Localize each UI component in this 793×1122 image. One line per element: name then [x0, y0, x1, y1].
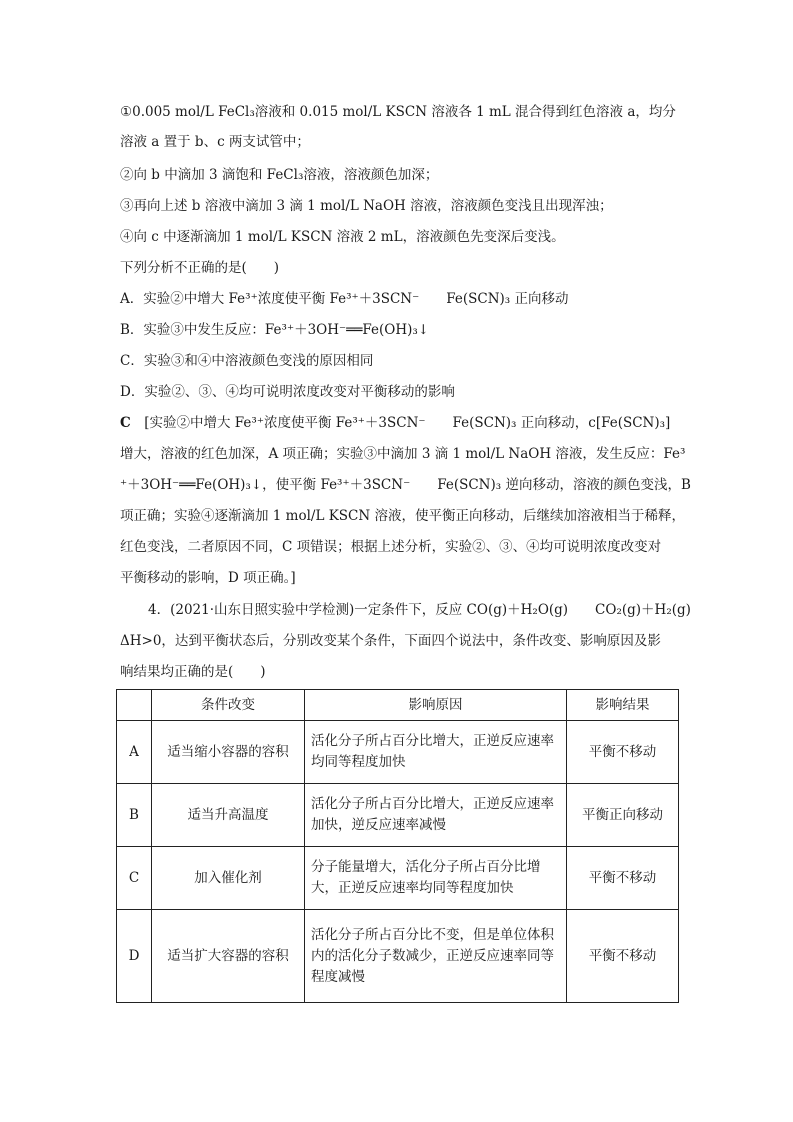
- option-d: D．实验②、③、④均可说明浓度改变对平衡移动的影响: [120, 384, 455, 400]
- table-row: [117, 721, 679, 784]
- row-option: A: [117, 721, 152, 784]
- table-row: [117, 784, 679, 847]
- question4-line-3: 响结果均正确的是( ): [120, 664, 266, 680]
- table-header-row: [117, 690, 679, 721]
- option-c: C．实验③和④中溶液颜色变浅的原因相同: [120, 353, 374, 369]
- option-b: B．实验③中发生反应：Fe³⁺＋3OH⁻══Fe(OH)₃↓: [120, 322, 430, 338]
- header-cause: 影响原因: [305, 690, 567, 721]
- row-cause: [305, 721, 567, 784]
- row-result: 平衡不移动: [567, 847, 679, 910]
- option-a: A．实验②中增大 Fe³⁺浓度使平衡 Fe³⁺＋3SCN⁻ Fe(SCN)₃ 正向移动: [120, 291, 569, 307]
- cause-line: 分子能量增大，活化分子所占百分比增: [311, 859, 541, 875]
- experiment-step-1: ①0.005 mol/L FeCl₃溶液和 0.015 mol/L KSCN 溶液各 1 mL 混合得到红色溶液 a，均分: [120, 104, 676, 120]
- row-cause: [305, 847, 567, 910]
- table-row: [117, 847, 679, 910]
- row-condition: 加入催化剂: [152, 847, 305, 910]
- question-stem: 下列分析不正确的是( ): [120, 260, 280, 276]
- answer-letter: C: [120, 415, 131, 431]
- cause-line: 活化分子所占百分比增大，正逆反应速率: [311, 796, 554, 812]
- cause-line: 大，正逆反应速率均同等程度加快: [311, 880, 514, 896]
- answer-line-2: 增大，溶液的红色加深，A 项正确；实验③中滴加 3 滴 1 mol/L NaOH 溶液，发生反应：Fe³: [120, 446, 686, 462]
- row-cause: [305, 910, 567, 1003]
- cause-line: 加快，逆反应速率减慢: [311, 817, 446, 833]
- cause-line: 均同等程度加快: [311, 754, 406, 770]
- row-result: 平衡不移动: [567, 721, 679, 784]
- experiment-step-4: ④向 c 中逐渐滴加 1 mol/L KSCN 溶液 2 mL，溶液颜色先变深后变浅。: [120, 229, 565, 245]
- cause-line: 内的活化分子数减少，正逆反应速率同等: [311, 947, 554, 964]
- conditions-table: [116, 689, 679, 1003]
- question4-line-2: ΔH>0，达到平衡状态后，分别改变某个条件，下面四个说法中，条件改变、影响原因及影: [120, 633, 661, 649]
- cause-line: 活化分子所占百分比增大，正逆反应速率: [311, 733, 554, 749]
- header-condition: 条件改变: [152, 690, 305, 721]
- row-condition: 适当缩小容器的容积: [152, 721, 305, 784]
- answer-line-4: 项正确；实验④逐渐滴加 1 mol/L KSCN 溶液，使平衡正向移动，后继续加溶液相当于稀释，: [120, 508, 685, 524]
- row-option: C: [117, 847, 152, 910]
- header-result: 影响结果: [567, 690, 679, 721]
- row-result: 平衡正向移动: [567, 784, 679, 847]
- row-condition: 适当升高温度: [152, 784, 305, 847]
- row-cause: [305, 784, 567, 847]
- row-option: D: [117, 910, 152, 1003]
- answer-line-3: ⁺＋3OH⁻══Fe(OH)₃↓，使平衡 Fe³⁺＋3SCN⁻ Fe(SCN)₃ 逆向移动，溶液的颜色变浅，B: [120, 477, 691, 493]
- header-blank: [117, 690, 152, 721]
- cause-line: 程度减慢: [311, 968, 365, 985]
- question4-line-1: 4．(2021·山东日照实验中学检测)一定条件下，反应 CO(g)＋H₂O(g) CO₂(g)＋H₂(g): [148, 602, 691, 618]
- row-condition: 适当扩大容器的容积: [152, 910, 305, 1003]
- answer-text-1: [实验②中增大 Fe³⁺浓度使平衡 Fe³⁺＋3SCN⁻ Fe(SCN)₃ 正向移动，c[Fe(SCN)₃]: [144, 415, 671, 431]
- experiment-step-1-cont: 溶液 a 置于 b、c 两支试管中；: [120, 134, 310, 150]
- answer-line-6: 平衡移动的影响，D 项正确。]: [120, 570, 296, 586]
- experiment-step-3: ③再向上述 b 溶液中滴加 3 滴 1 mol/L NaOH 溶液，溶液颜色变浅且出现浑浊；: [120, 198, 613, 214]
- answer-line-5: 红色变浅，二者原因不同，C 项错误；根据上述分析，实验②、③、④均可说明浓度改变对: [120, 539, 662, 555]
- cause-line: 活化分子所占百分比不变，但是单位体积: [311, 926, 554, 943]
- row-option: B: [117, 784, 152, 847]
- row-result: 平衡不移动: [567, 910, 679, 1003]
- answer-line-1: [120, 414, 680, 432]
- table-row: [117, 910, 679, 1003]
- experiment-step-2: ②向 b 中滴加 3 滴饱和 FeCl₃溶液，溶液颜色加深；: [120, 167, 439, 183]
